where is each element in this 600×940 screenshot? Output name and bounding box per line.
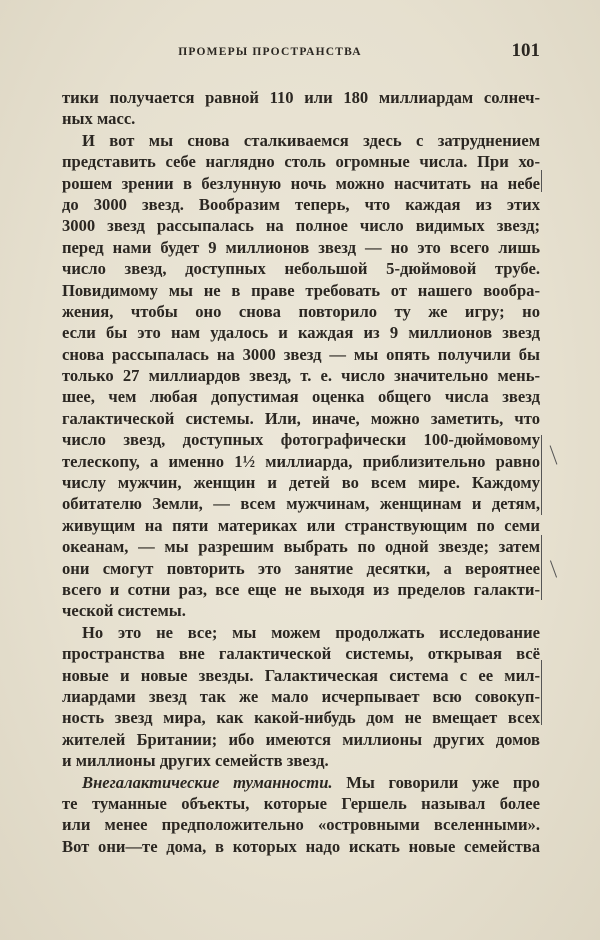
line-text: телескопу, а именно 1½ миллиарда, приблизительно равно	[62, 451, 540, 471]
section-heading-italic: Внегалактические туманности.	[82, 772, 333, 792]
text-line	[62, 258, 540, 279]
running-header	[60, 40, 540, 64]
text-line	[62, 814, 540, 835]
margin-pencil-mark	[541, 535, 542, 600]
body-text	[62, 87, 540, 857]
line-text: или менее предположительно «островными вселенными».	[62, 815, 540, 835]
text-line	[62, 686, 540, 707]
text-line	[62, 237, 540, 258]
text-line	[62, 173, 540, 194]
text-line	[62, 365, 540, 386]
margin-pencil-mark	[550, 560, 557, 577]
text-line	[62, 429, 540, 450]
line-text: и миллионы других семейств звезд.	[62, 751, 329, 771]
text-line	[62, 280, 540, 301]
text-line	[62, 451, 540, 472]
line-text: снова рассыпалась на 3000 звезд — мы опять получили бы	[62, 344, 540, 364]
margin-pencil-mark	[541, 660, 542, 725]
line-text: если бы это нам удалось и каждая из 9 миллионов звезд	[62, 323, 540, 343]
text-line	[62, 194, 540, 215]
text-line	[62, 87, 540, 108]
text-line	[62, 772, 540, 793]
line-text: представить себе наглядно столь огромные числа. При хо-	[62, 152, 540, 172]
line-text: всего и сотни раз, все еще не выходя из пределов галакти-	[62, 579, 540, 599]
line-text: до 3000 звезд. Вообразим теперь, что каждая из этих	[62, 194, 540, 214]
line-text: Повидимому мы не в праве требовать от нашего вообра-	[62, 280, 540, 300]
running-title: ПРОМЕРЫ ПРОСТРАНСТВА	[178, 46, 362, 58]
line-text: лиардами звезд так же мало исчерпывает всю совокуп-	[62, 686, 540, 706]
line-text: И вот мы снова сталкиваемся здесь с затруднением	[82, 130, 540, 150]
text-line	[62, 579, 540, 600]
text-line	[62, 836, 540, 857]
line-text: 3000 звезд рассыпалась на полное число видимых звезд;	[62, 216, 540, 236]
line-text: обитателю Земли, — всем мужчинам, женщинам и детям,	[62, 494, 540, 514]
line-text: живущим на пяти материках или странствующим по семи	[62, 515, 540, 535]
line-text: ческой системы.	[62, 601, 186, 621]
text-line	[62, 130, 540, 151]
line-text: жителей Британии; ибо имеются миллионы других домов	[62, 729, 540, 749]
line-text: ность звезд мира, как какой-нибудь дом не вмещает всех	[62, 708, 540, 728]
line-text: новые и новые звезды. Галактическая система с ее мил-	[62, 665, 540, 685]
line-text: только 27 миллиардов звезд, т. е. число значительно мень-	[62, 366, 540, 386]
line-text: ных масс.	[62, 109, 136, 129]
text-line	[62, 643, 540, 664]
text-line	[62, 386, 540, 407]
text-line	[62, 151, 540, 172]
text-line	[62, 665, 540, 686]
text-line	[62, 215, 540, 236]
margin-pencil-mark	[550, 445, 558, 464]
line-text: те туманные объекты, которые Гершель называл более	[62, 793, 540, 813]
line-text: рошем зрении в безлунную ночь можно насчитать на небе	[62, 173, 540, 193]
text-line	[62, 536, 540, 557]
text-line	[62, 493, 540, 514]
text-line	[62, 729, 540, 750]
line-text: Но это не все; мы можем продолжать исследование	[82, 622, 540, 642]
line-text: числу мужчин, женщин и детей во всем мире. Каждому	[62, 473, 540, 493]
text-line	[62, 750, 540, 771]
line-text: тики получается равной 110 или 180 миллиардам солнеч-	[62, 88, 540, 107]
text-line	[62, 558, 540, 579]
line-text: перед нами будет 9 миллионов звезд — но это всего лишь	[62, 237, 540, 257]
line-text: галактической системы. Или, иначе, можно заметить, что	[62, 408, 540, 428]
text-line	[62, 322, 540, 343]
margin-pencil-mark	[541, 170, 542, 192]
text-line	[62, 707, 540, 728]
line-text: океанам, — мы разрешим выбрать по одной звезде; затем	[62, 537, 540, 557]
line-text: число звезд, доступных небольшой 5-дюймовой трубе.	[62, 259, 540, 279]
line-text: Мы говорили уже про	[332, 772, 540, 792]
text-line	[62, 301, 540, 322]
text-line	[62, 408, 540, 429]
text-line	[62, 344, 540, 365]
text-line	[62, 793, 540, 814]
margin-pencil-mark	[541, 435, 542, 515]
text-line	[62, 108, 540, 129]
line-text: Вот они—те дома, в которых надо искать новые семейства	[62, 836, 540, 856]
text-line	[62, 600, 540, 621]
line-text: пространства вне галактической системы, открывая всё	[62, 644, 540, 664]
text-line	[62, 472, 540, 493]
line-text: они смогут повторить это занятие десятки, а вероятнее	[62, 558, 540, 578]
text-line	[62, 622, 540, 643]
text-line	[62, 515, 540, 536]
line-text: число звезд, доступных фотографически 100-дюймовому	[62, 430, 540, 450]
line-text: жения, чтобы оно снова повторило ту же игру; но	[62, 301, 540, 321]
line-text: шее, чем любая допустимая оценка общего числа звезд	[62, 387, 540, 407]
page-number: 101	[511, 40, 540, 61]
